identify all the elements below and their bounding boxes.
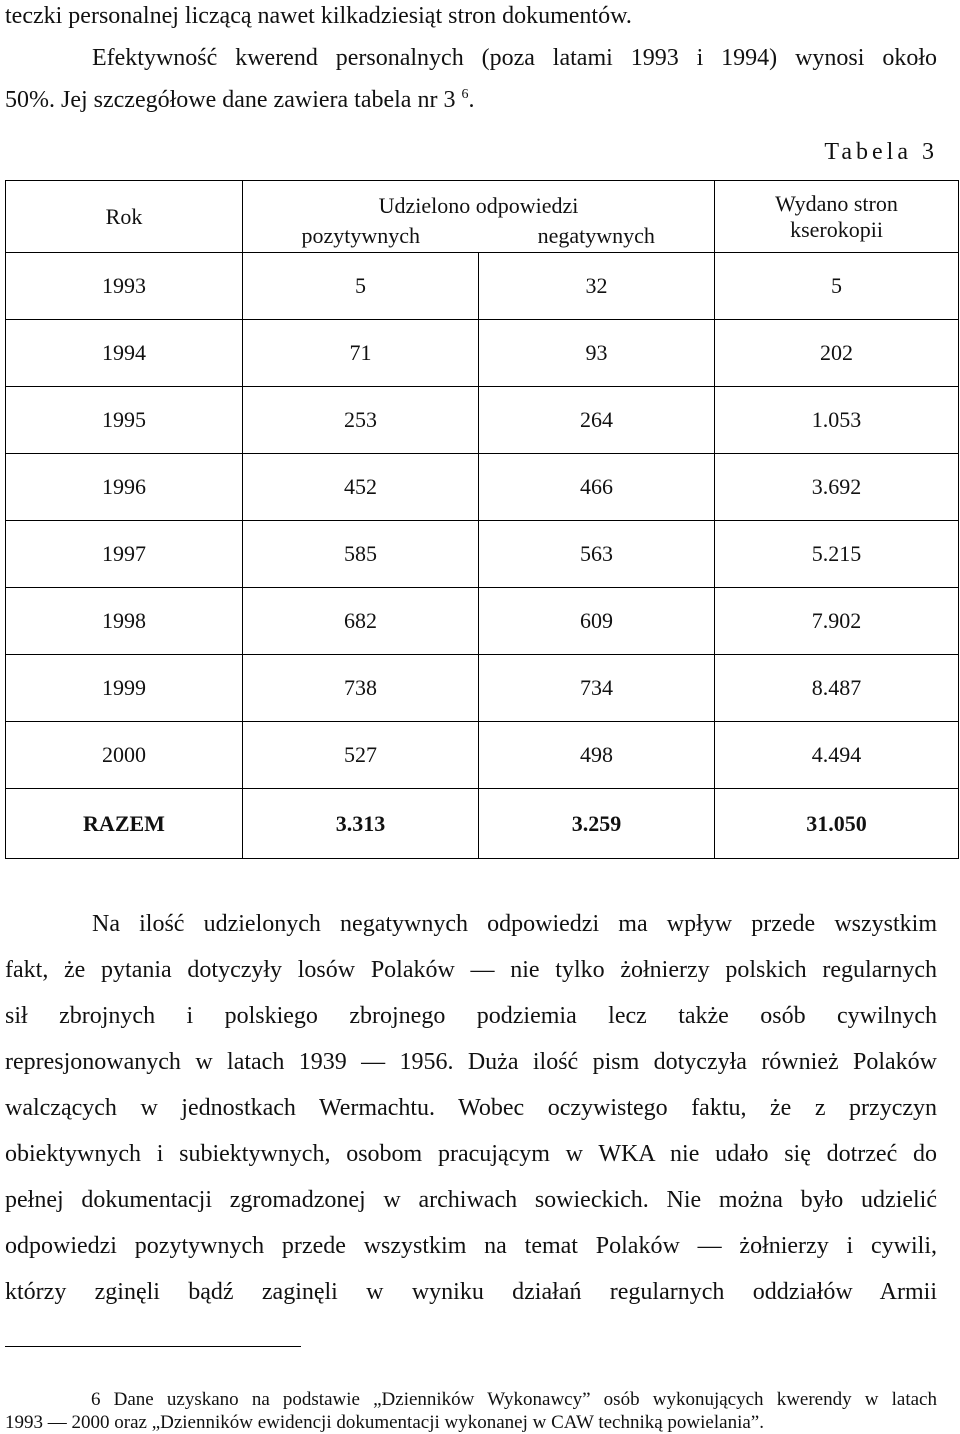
col-header-wydano-line1: Wydano stron xyxy=(775,190,898,216)
data-table xyxy=(5,180,959,859)
intro-line-3-end: . xyxy=(468,87,475,113)
footnote-rule xyxy=(5,1346,301,1347)
table-row xyxy=(6,387,959,454)
cell-copies: 8.487 xyxy=(715,655,959,722)
body-line: Na ilość udzielonych negatywnych odpowiedzi ma wpływ przede wszystkim xyxy=(92,911,937,937)
cell-year: 1995 xyxy=(6,387,243,454)
table-caption: Tabela 3 xyxy=(824,139,938,165)
col-header-negatywnych: negatywnych xyxy=(479,219,715,253)
table-row xyxy=(6,655,959,722)
cell-negative: 264 xyxy=(479,387,715,454)
table-row xyxy=(6,454,959,521)
cell-copies: 1.053 xyxy=(715,387,959,454)
cell-copies: 3.692 xyxy=(715,454,959,521)
cell-positive: 682 xyxy=(243,588,479,655)
cell-negative: 498 xyxy=(479,722,715,789)
cell-total-positive: 3.313 xyxy=(243,789,479,859)
cell-copies: 7.902 xyxy=(715,588,959,655)
cell-negative: 93 xyxy=(479,320,715,387)
body-line: którzy zginęli bądź zaginęli w wyniku działań regularnych oddziałów Armii xyxy=(5,1279,937,1305)
cell-positive: 585 xyxy=(243,521,479,588)
cell-copies: 202 xyxy=(715,320,959,387)
cell-positive: 527 xyxy=(243,722,479,789)
footnote-line-2: 1993 — 2000 oraz „Dzienników ewidencji dokumentacji wykonanej w CAW techniką powielania”. xyxy=(5,1412,764,1433)
body-line: represjonowanych w latach 1939 — 1956. Duża ilość pism dotyczyła również Polaków xyxy=(5,1049,937,1075)
table-row-total xyxy=(6,789,959,859)
table-row xyxy=(6,253,959,320)
intro-line-2: Efektywność kwerend personalnych (poza latami 1993 i 1994) wynosi około xyxy=(92,45,937,71)
cell-negative: 609 xyxy=(479,588,715,655)
body-line: pełnej dokumentacji zgromadzonej w archiwach sowieckich. Nie można było udzielić xyxy=(5,1187,937,1213)
cell-negative: 563 xyxy=(479,521,715,588)
col-header-wydano-line2: kserokopii xyxy=(790,216,883,242)
col-header-udzielono: Udzielono odpowiedzi xyxy=(243,181,715,220)
table-row xyxy=(6,521,959,588)
intro-line-3 xyxy=(5,86,474,114)
cell-copies: 5 xyxy=(715,253,959,320)
cell-year: 1999 xyxy=(6,655,243,722)
cell-positive: 452 xyxy=(243,454,479,521)
body-line: obiektywnych i subiektywnych, osobom pracującym w WKA nie udało się dotrzeć do xyxy=(5,1141,937,1167)
cell-year: 1997 xyxy=(6,521,243,588)
cell-year: 2000 xyxy=(6,722,243,789)
table-row xyxy=(6,588,959,655)
cell-year: 1996 xyxy=(6,454,243,521)
footnote-mark: 6 xyxy=(91,1389,101,1410)
table-row xyxy=(6,722,959,789)
intro-line-3-text: 50%. Jej szczegółowe dane zawiera tabela nr 3 xyxy=(5,87,456,113)
body-line: odpowiedzi pozytywnych przede wszystkim na temat Polaków — żołnierzy i cywili, xyxy=(5,1233,937,1259)
footnote-ref: 6 xyxy=(461,87,469,102)
cell-negative: 32 xyxy=(479,253,715,320)
col-header-rok: Rok xyxy=(6,181,243,253)
cell-positive: 738 xyxy=(243,655,479,722)
cell-positive: 71 xyxy=(243,320,479,387)
col-header-wydano xyxy=(715,181,959,253)
cell-year: 1998 xyxy=(6,588,243,655)
cell-copies: 5.215 xyxy=(715,521,959,588)
cell-year: 1994 xyxy=(6,320,243,387)
intro-line-1: teczki personalnej liczącą nawet kilkadziesiąt stron dokumentów. xyxy=(5,3,632,29)
body-line: fakt, że pytania dotyczyły losów Polaków — nie tylko żołnierzy polskich regularnych xyxy=(5,957,937,983)
cell-total-copies: 31.050 xyxy=(715,789,959,859)
cell-copies: 4.494 xyxy=(715,722,959,789)
col-header-pozytywnych: pozytywnych xyxy=(243,219,479,253)
cell-total-label: RAZEM xyxy=(6,789,243,859)
cell-positive: 253 xyxy=(243,387,479,454)
cell-year: 1993 xyxy=(6,253,243,320)
footnote-line-1 xyxy=(91,1389,937,1411)
table-row xyxy=(6,320,959,387)
footnote-text-1: Dane uzyskano na podstawie „Dzienników Wykonawcy” osób wykonujących kwerendy w latach xyxy=(113,1389,937,1410)
cell-negative: 466 xyxy=(479,454,715,521)
cell-negative: 734 xyxy=(479,655,715,722)
cell-positive: 5 xyxy=(243,253,479,320)
body-line: walczących w jednostkach Wermachtu. Wobec oczywistego faktu, że z przyczyn xyxy=(5,1095,937,1121)
body-line: sił zbrojnych i polskiego zbrojnego podziemia lecz także osób cywilnych xyxy=(5,1003,937,1029)
cell-total-negative: 3.259 xyxy=(479,789,715,859)
